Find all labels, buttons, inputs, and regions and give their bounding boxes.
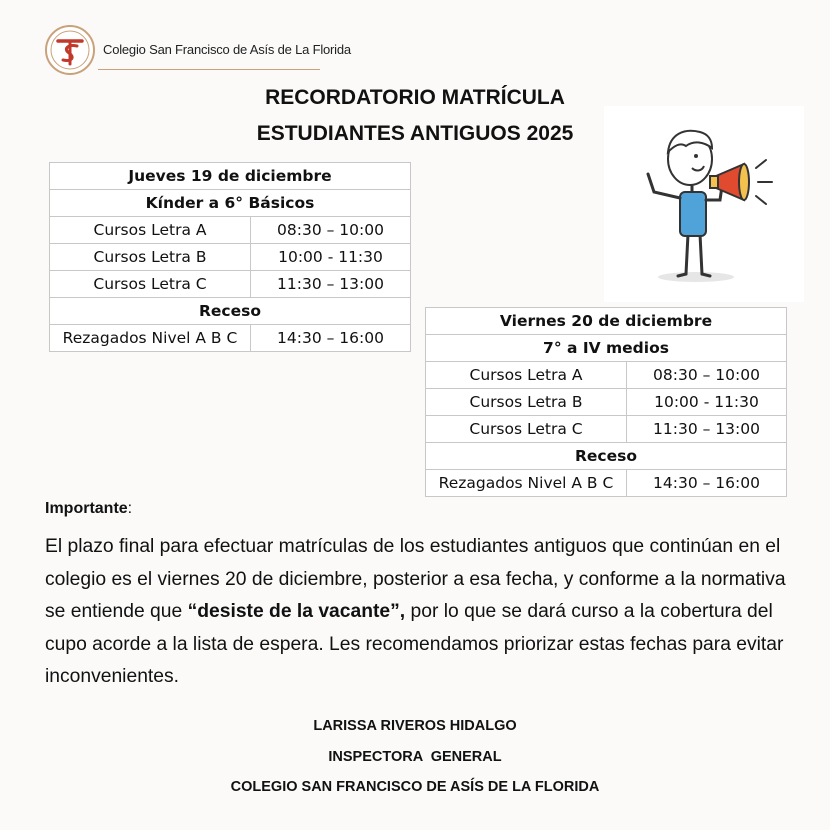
table-date: Jueves 19 de diciembre: [50, 163, 411, 190]
table-row: [426, 308, 787, 335]
course-label: Cursos Letra C: [50, 271, 251, 298]
table-level: 7° a IV medios: [426, 335, 787, 362]
thursday-schedule-table: [49, 162, 411, 352]
course-label: Cursos Letra A: [50, 217, 251, 244]
table-row: [50, 190, 411, 217]
table-row: [426, 362, 787, 389]
late-time: 14:30 – 16:00: [627, 470, 787, 497]
break-label: Receso: [426, 443, 787, 470]
paragraph-text-after: por lo que se dará curso a la cobertura del cupo acorde a la lista de espera. Les recomendamos priorizar estas fechas para evitar inconvenientes.: [45, 601, 784, 687]
signature-role: INSPECTORA GENERAL: [328, 749, 502, 765]
table-row: [426, 389, 787, 416]
course-label: Cursos Letra A: [426, 362, 627, 389]
paragraph-text-before: El plazo final para efectuar matrículas de los estudiantes antiguos que continúan en el colegio es el viernes 20 de diciembre, posterior a esa fecha, y conforme a la normativa se entiende que: [45, 536, 786, 622]
table-date: Viernes 20 de diciembre: [426, 308, 787, 335]
table-row: [50, 298, 411, 325]
table-row: [50, 325, 411, 352]
important-colon: :: [127, 500, 133, 517]
table-row: [426, 443, 787, 470]
table-level: Kínder a 6° Básicos: [50, 190, 411, 217]
course-time: 10:00 - 11:30: [627, 389, 787, 416]
school-logo: [44, 24, 96, 76]
header-divider: [98, 69, 320, 70]
important-heading: [45, 500, 132, 518]
late-time: 14:30 – 16:00: [251, 325, 411, 352]
school-name: Colegio San Francisco de Asís de La Florida: [103, 42, 351, 57]
megaphone-person-illustration: [604, 106, 804, 302]
course-time: 08:30 – 10:00: [627, 362, 787, 389]
page-title-line2: ESTUDIANTES ANTIGUOS 2025: [256, 122, 574, 145]
page-title-line1: RECORDATORIO MATRÍCULA: [265, 86, 565, 109]
course-label: Cursos Letra B: [50, 244, 251, 271]
signature-institution: COLEGIO SAN FRANCISCO DE ASÍS DE LA FLORIDA: [230, 779, 600, 795]
friday-schedule-table: [425, 307, 787, 497]
course-time: 11:30 – 13:00: [627, 416, 787, 443]
course-time: 11:30 – 13:00: [251, 271, 411, 298]
signature-name: LARISSA RIVEROS HIDALGO: [313, 718, 517, 734]
course-label: Cursos Letra C: [426, 416, 627, 443]
table-row: [50, 163, 411, 190]
course-time: 08:30 – 10:00: [251, 217, 411, 244]
table-row: [50, 271, 411, 298]
table-row: [50, 244, 411, 271]
course-label: Cursos Letra B: [426, 389, 627, 416]
important-label: Importante: [45, 500, 128, 517]
important-paragraph: [45, 531, 790, 694]
late-label: Rezagados Nivel A B C: [50, 325, 251, 352]
break-label: Receso: [50, 298, 411, 325]
late-label: Rezagados Nivel A B C: [426, 470, 627, 497]
course-time: 10:00 - 11:30: [251, 244, 411, 271]
table-row: [426, 335, 787, 362]
paragraph-emphasis: “desiste de la vacante”,: [187, 601, 406, 622]
table-row: [50, 217, 411, 244]
table-row: [426, 470, 787, 497]
table-row: [426, 416, 787, 443]
